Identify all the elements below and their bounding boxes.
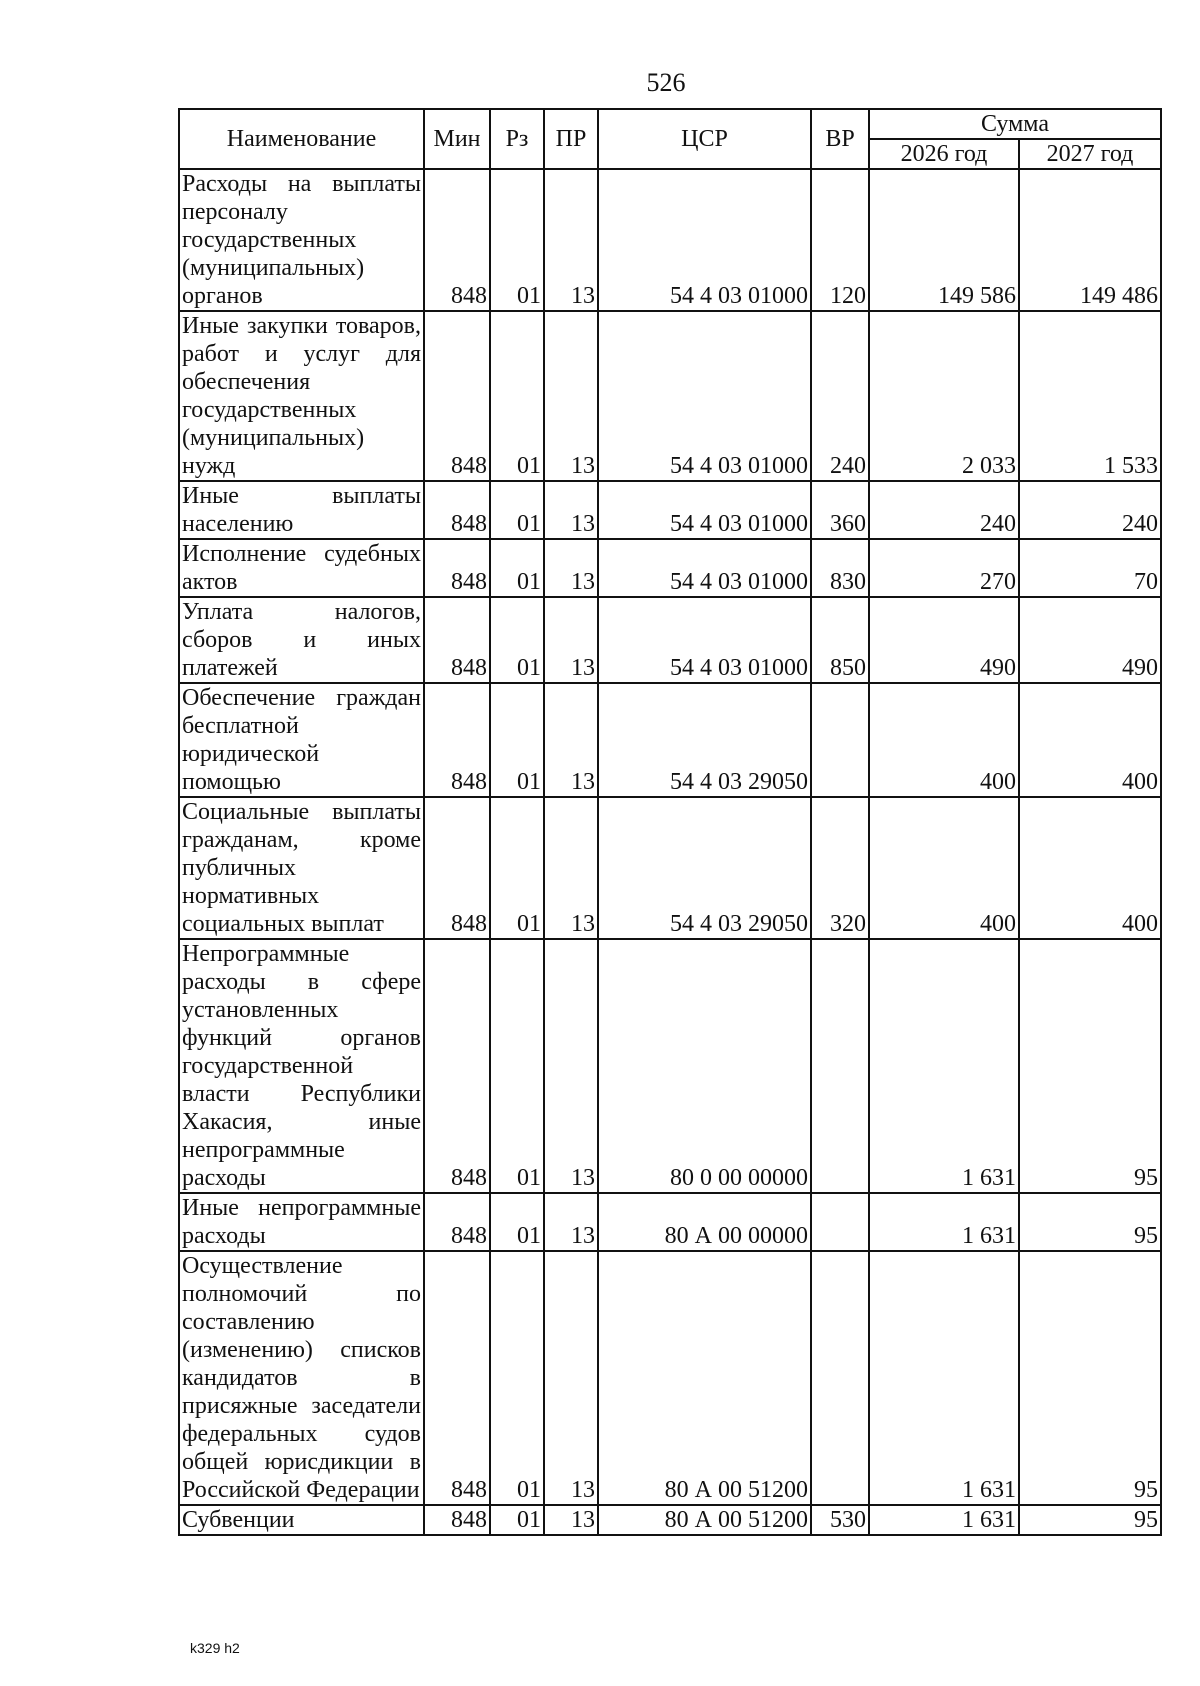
table-row [179, 311, 1161, 481]
cell-name: Обеспечение граждан бесплатной юридической помощью [179, 683, 424, 797]
cell-y2026: 1 631 [869, 939, 1019, 1193]
cell-min: 848 [424, 311, 490, 481]
cell-y2026: 2 033 [869, 311, 1019, 481]
cell-y2027: 400 [1019, 797, 1161, 939]
cell-pr: 13 [544, 1251, 598, 1505]
page-number: 526 [646, 68, 686, 97]
cell-name: Социальные выплаты гражданам, кроме публичных нормативных социальных выплат [179, 797, 424, 939]
cell-name: Исполнение судебных актов [179, 539, 424, 597]
cell-y2027: 70 [1019, 539, 1161, 597]
cell-vr: 530 [811, 1505, 869, 1535]
cell-csr: 54 4 03 29050 [598, 797, 811, 939]
cell-pr: 13 [544, 597, 598, 683]
cell-csr: 80 А 00 51200 [598, 1251, 811, 1505]
cell-csr: 54 4 03 01000 [598, 481, 811, 539]
cell-y2027: 95 [1019, 1193, 1161, 1251]
cell-name: Осуществление полномочий по составлению (изменению) списков кандидатов в присяжные заседатели федеральных судов общей юрисдикции в Российской Федерации [179, 1251, 424, 1505]
header-min: Мин [424, 109, 490, 169]
cell-pr: 13 [544, 481, 598, 539]
cell-y2027: 400 [1019, 683, 1161, 797]
cell-name: Расходы на выплаты персоналу государственных (муниципальных) органов [179, 169, 424, 311]
cell-min: 848 [424, 481, 490, 539]
table-row [179, 1193, 1161, 1251]
cell-rz: 01 [490, 539, 544, 597]
budget-table [178, 108, 1162, 1536]
cell-name: Иные закупки товаров, работ и услуг для обеспечения государственных (муниципальных) нужд [179, 311, 424, 481]
cell-y2027: 149 486 [1019, 169, 1161, 311]
cell-rz: 01 [490, 481, 544, 539]
table-row [179, 1505, 1161, 1535]
table-row [179, 939, 1161, 1193]
cell-vr: 830 [811, 539, 869, 597]
cell-y2027: 240 [1019, 481, 1161, 539]
header-year-2026: 2026 год [869, 139, 1019, 169]
cell-vr [811, 1251, 869, 1505]
table-row [179, 597, 1161, 683]
footer-code: k329 h2 [190, 1640, 240, 1656]
cell-y2027: 490 [1019, 597, 1161, 683]
cell-y2026: 1 631 [869, 1193, 1019, 1251]
cell-vr: 850 [811, 597, 869, 683]
cell-rz: 01 [490, 1193, 544, 1251]
cell-rz: 01 [490, 311, 544, 481]
cell-y2026: 400 [869, 683, 1019, 797]
cell-csr: 80 А 00 00000 [598, 1193, 811, 1251]
cell-rz: 01 [490, 169, 544, 311]
cell-vr [811, 939, 869, 1193]
cell-y2026: 1 631 [869, 1505, 1019, 1535]
cell-pr: 13 [544, 1193, 598, 1251]
cell-rz: 01 [490, 1251, 544, 1505]
cell-y2026: 490 [869, 597, 1019, 683]
cell-y2026: 149 586 [869, 169, 1019, 311]
cell-csr: 80 А 00 51200 [598, 1505, 811, 1535]
cell-vr [811, 683, 869, 797]
cell-min: 848 [424, 597, 490, 683]
cell-name: Уплата налогов, сборов и иных платежей [179, 597, 424, 683]
cell-name: Непрограммные расходы в сфере установленных функций органов государственной власти Республики Хакасия, иные непрограммные расходы [179, 939, 424, 1193]
cell-vr [811, 1193, 869, 1251]
cell-pr: 13 [544, 1505, 598, 1535]
cell-y2026: 240 [869, 481, 1019, 539]
cell-rz: 01 [490, 1505, 544, 1535]
cell-pr: 13 [544, 539, 598, 597]
cell-vr: 240 [811, 311, 869, 481]
table-row [179, 797, 1161, 939]
cell-csr: 54 4 03 01000 [598, 597, 811, 683]
cell-min: 848 [424, 539, 490, 597]
header-vr: ВР [811, 109, 869, 169]
cell-min: 848 [424, 1193, 490, 1251]
cell-csr: 80 0 00 00000 [598, 939, 811, 1193]
cell-name: Иные выплаты населению [179, 481, 424, 539]
cell-vr: 320 [811, 797, 869, 939]
cell-y2027: 95 [1019, 1505, 1161, 1535]
cell-y2027: 1 533 [1019, 311, 1161, 481]
table-row [179, 169, 1161, 311]
header-rz: Рз [490, 109, 544, 169]
cell-y2026: 400 [869, 797, 1019, 939]
cell-csr: 54 4 03 29050 [598, 683, 811, 797]
header-pr: ПР [544, 109, 598, 169]
cell-pr: 13 [544, 797, 598, 939]
cell-rz: 01 [490, 683, 544, 797]
cell-min: 848 [424, 1251, 490, 1505]
cell-pr: 13 [544, 311, 598, 481]
cell-y2026: 270 [869, 539, 1019, 597]
cell-y2027: 95 [1019, 1251, 1161, 1505]
cell-y2027: 95 [1019, 939, 1161, 1193]
cell-rz: 01 [490, 597, 544, 683]
cell-rz: 01 [490, 939, 544, 1193]
table-row [179, 1251, 1161, 1505]
table-row [179, 683, 1161, 797]
cell-min: 848 [424, 939, 490, 1193]
cell-pr: 13 [544, 683, 598, 797]
header-csr: ЦСР [598, 109, 811, 169]
cell-csr: 54 4 03 01000 [598, 311, 811, 481]
table-row [179, 481, 1161, 539]
cell-name: Иные непрограммные расходы [179, 1193, 424, 1251]
cell-min: 848 [424, 1505, 490, 1535]
header-sum: Сумма [869, 109, 1161, 139]
table-row [179, 539, 1161, 597]
cell-min: 848 [424, 169, 490, 311]
cell-pr: 13 [544, 939, 598, 1193]
cell-vr: 360 [811, 481, 869, 539]
header-year-2027: 2027 год [1019, 139, 1161, 169]
cell-pr: 13 [544, 169, 598, 311]
cell-name: Субвенции [179, 1505, 424, 1535]
header-name: Наименование [179, 109, 424, 169]
cell-vr: 120 [811, 169, 869, 311]
table-body [179, 169, 1161, 1535]
cell-min: 848 [424, 797, 490, 939]
cell-min: 848 [424, 683, 490, 797]
cell-rz: 01 [490, 797, 544, 939]
cell-csr: 54 4 03 01000 [598, 169, 811, 311]
cell-y2026: 1 631 [869, 1251, 1019, 1505]
cell-csr: 54 4 03 01000 [598, 539, 811, 597]
